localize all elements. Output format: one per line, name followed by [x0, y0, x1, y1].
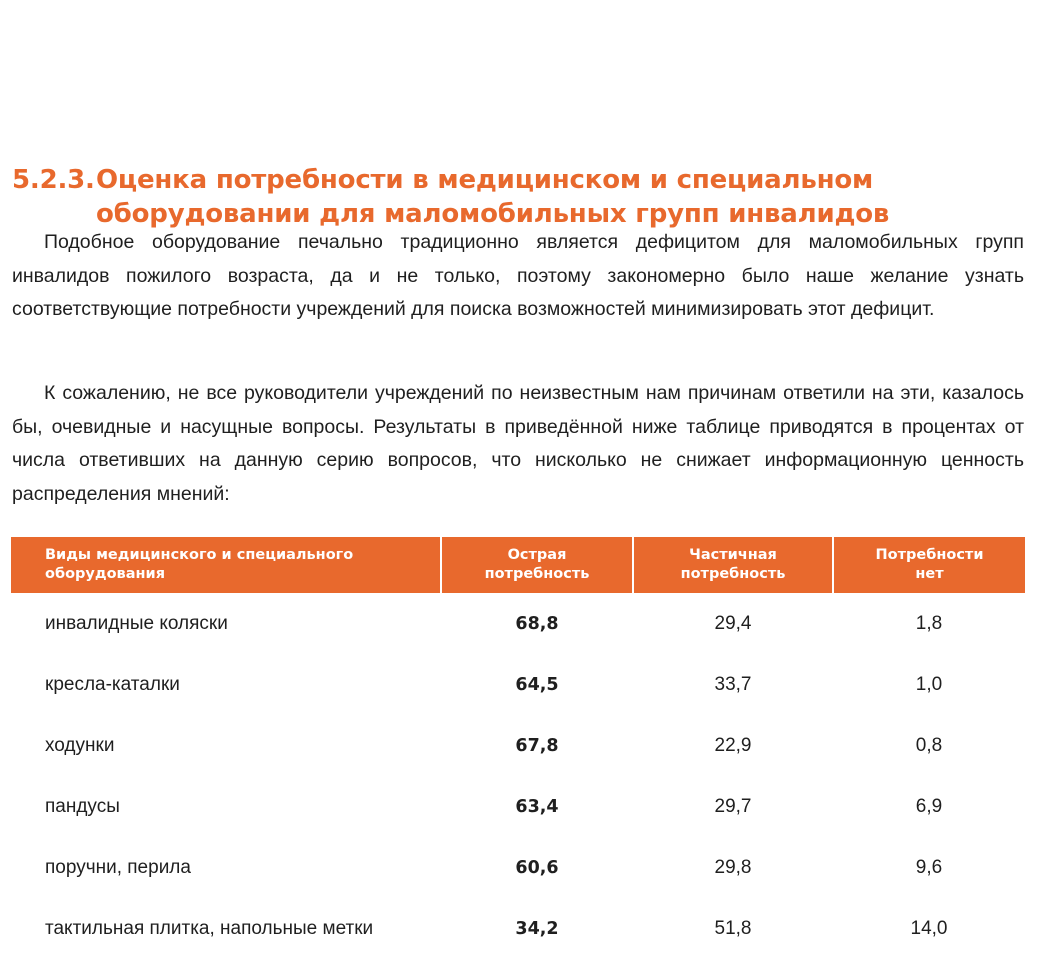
section-heading — [12, 163, 1042, 231]
header-equipment-type: Виды медицинского и специального оборудования — [11, 537, 441, 593]
row-acute-value: 68,8 — [515, 613, 559, 634]
row-equipment-name: инвалидные коляски — [45, 612, 228, 634]
row-none-value: 1,0 — [915, 673, 943, 695]
row-acute-value: 67,8 — [515, 735, 559, 756]
table-row — [11, 898, 1025, 959]
row-partial-value: 33,7 — [714, 673, 752, 695]
table-row — [11, 837, 1025, 898]
row-acute-value: 64,5 — [515, 674, 559, 695]
row-none-value: 14,0 — [910, 917, 948, 939]
row-partial-value: 22,9 — [714, 734, 752, 756]
table-row — [11, 654, 1025, 715]
row-equipment-name: поручни, перила — [45, 856, 191, 878]
row-acute-value: 60,6 — [515, 857, 559, 878]
table-row — [11, 593, 1025, 654]
section-title-line2: оборудовании для маломобильных групп инвалидов — [96, 198, 890, 229]
equipment-needs-table — [11, 537, 1025, 959]
row-equipment-name: ходунки — [45, 734, 115, 756]
table-row — [11, 776, 1025, 837]
header-partial-need: Частичная потребность — [633, 537, 833, 593]
row-equipment-name: тактильная плитка, напольные метки — [45, 917, 374, 939]
row-none-value: 0,8 — [915, 734, 943, 756]
paragraph-results-note: К сожалению, не все руководители учреждений по неизвестным нам причинам ответили на эти, казалось бы, очевидные и насущные вопросы. Результаты в приведённой ниже таблице приводятся в процентах от числа ответивших на данную серию вопросов, что нисколько не снижает информационную ценность распределения мнений: — [12, 382, 1024, 505]
row-none-value: 6,9 — [915, 795, 943, 817]
row-partial-value: 29,4 — [714, 612, 752, 634]
section-title-line1: Оценка потребности в медицинском и специальном — [96, 164, 874, 195]
row-none-value: 9,6 — [915, 856, 943, 878]
table-header-row — [11, 537, 1025, 593]
row-partial-value: 29,7 — [714, 795, 752, 817]
table-row — [11, 715, 1025, 776]
row-equipment-name: пандусы — [45, 795, 120, 817]
row-none-value: 1,8 — [915, 612, 943, 634]
header-no-need: Потребности нет — [833, 537, 1025, 593]
row-equipment-name: кресла-каталки — [45, 673, 180, 695]
row-partial-value: 51,8 — [714, 917, 752, 939]
paragraph-intro: Подобное оборудование печально традиционно является дефицитом для маломобильных групп инвалидов пожилого возраста, да и не только, поэтому закономерно было наше желание узнать соответствующие потребности учреждений для поиска возможностей минимизировать этот дефицит. — [12, 231, 1024, 320]
header-acute-need: Острая потребность — [441, 537, 633, 593]
row-acute-value: 63,4 — [515, 796, 559, 817]
row-acute-value: 34,2 — [515, 918, 559, 939]
row-partial-value: 29,8 — [714, 856, 752, 878]
section-number: 5.2.3. — [12, 164, 95, 195]
